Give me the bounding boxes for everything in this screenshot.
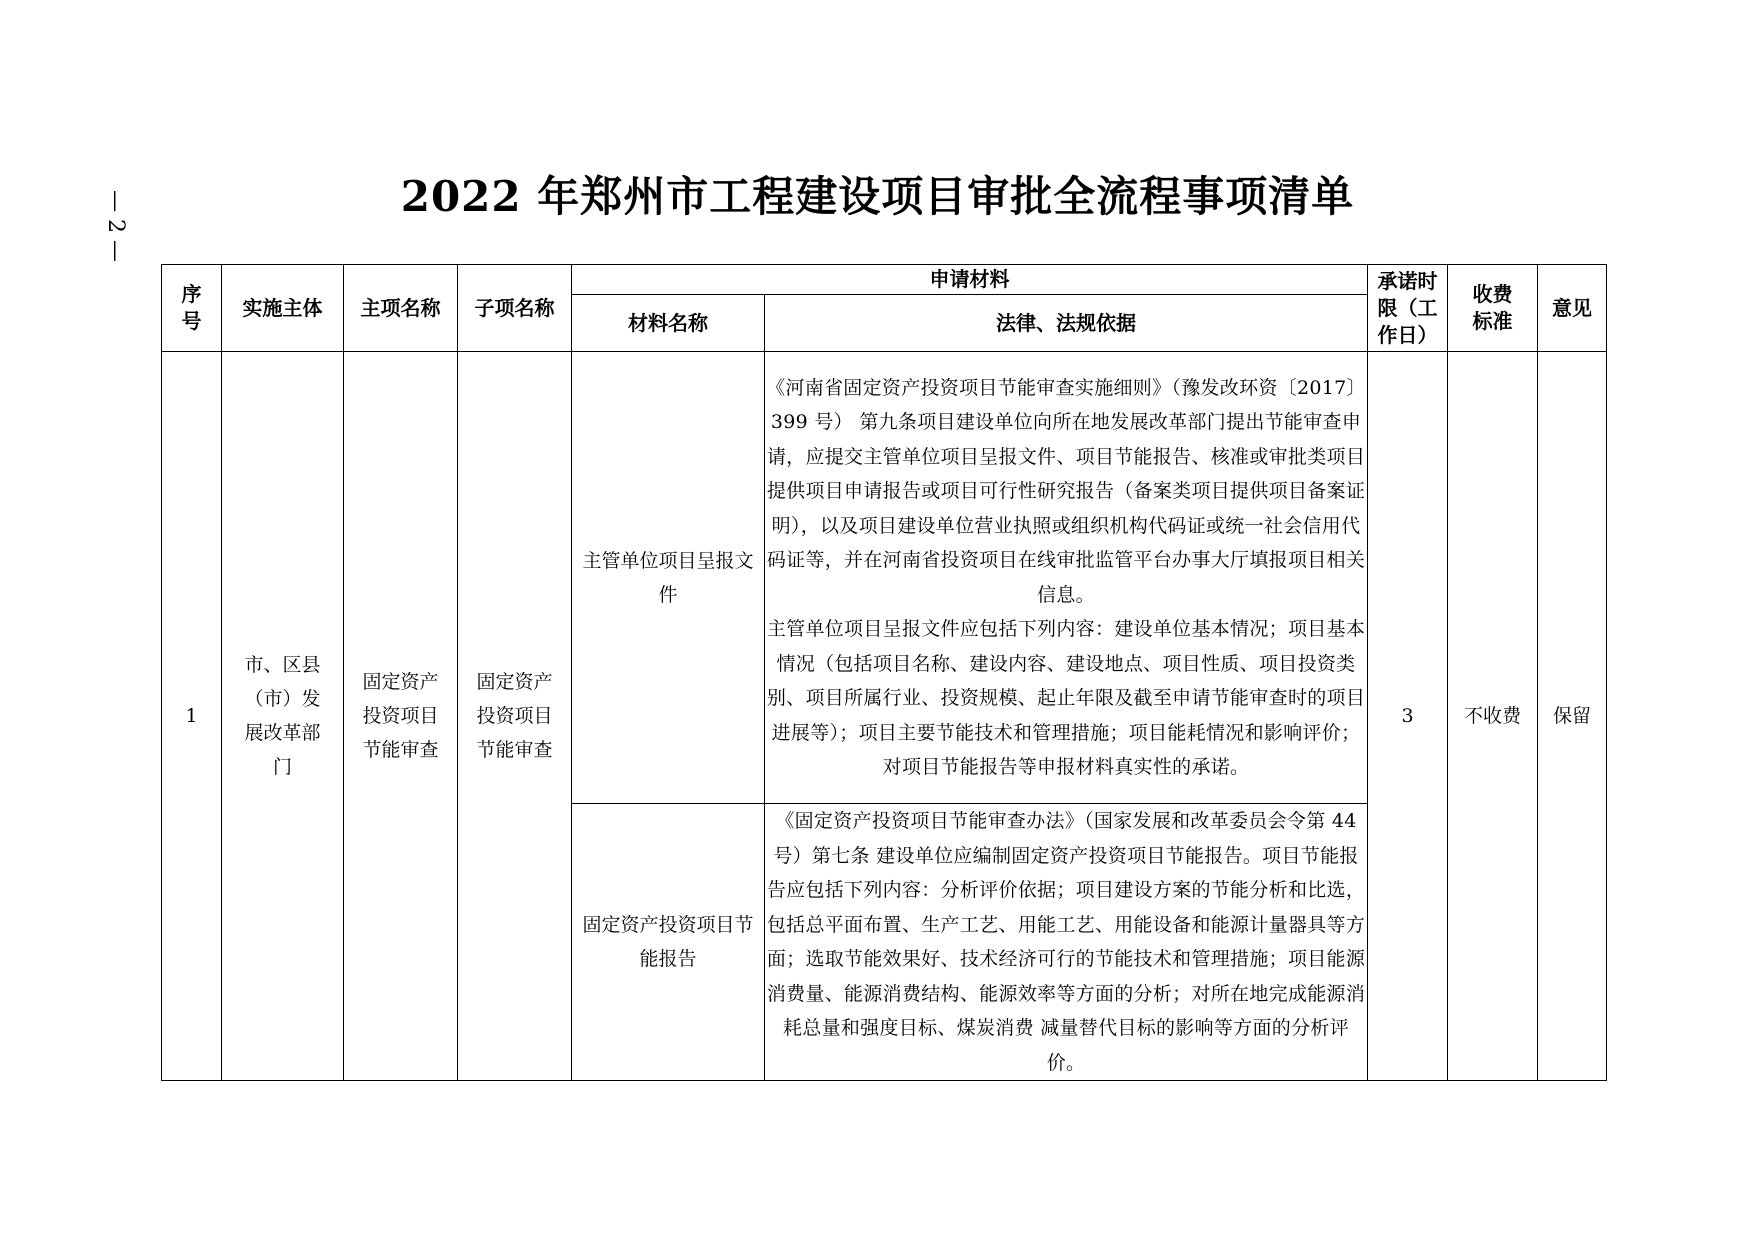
page-number: — 2 —	[103, 190, 128, 262]
legal-basis-paragraph: 《固定资产投资项目节能审查办法》（国家发展和改革委员会令第 44 号）第七条 建设单位应编制固定资产投资项目节能报告。项目节能报告应包括下列内容：分析评价依据；项目建设方案的节能分析和比选，包括总平面布置、生产工艺、用能工艺、用能设备和能源计量器具等方面；选取节能效果好、技术经济可行的节能技术和管理措施；项目能源消费量、能源消费结构、能源效率等方面的分析；对所在地完成能源消耗总量和强度目标、煤炭消费 减量替代目标的影响等方面的分析评价。	[766, 810, 1366, 1074]
page-title: 2022 年郑州市工程建设项目审批全流程事项清单	[400, 172, 1355, 221]
cell-main-item: 固定资产投资项目节能审查	[344, 352, 458, 1081]
cell-time-limit: 3	[1368, 352, 1448, 1081]
header-implementing-body: 实施主体	[222, 265, 344, 352]
approval-items-table	[161, 264, 1607, 1081]
header-opinion: 意见	[1538, 265, 1607, 352]
cell-opinion: 保留	[1538, 352, 1607, 1081]
header-application-materials: 申请材料	[572, 265, 1368, 295]
table-header	[162, 265, 1607, 352]
cell-legal-basis	[765, 804, 1368, 1081]
cell-material-name: 固定资产投资项目节能报告	[572, 804, 765, 1081]
header-sub-item: 子项名称	[458, 265, 572, 352]
legal-basis-paragraph: 《河南省固定资产投资项目节能审查实施细则》（豫发改环资〔2017〕399 号） 第九条项目建设单位向所在地发展改革部门提出节能审查申请，应提交主管单位项目呈报文件、项目节能报告、核准或审批类项目提供项目申请报告或项目可行性研究报告（备案类项目提供项目备案证明），以及项目建设单位营业执照或组织机构代码证或统一社会信用代码证等，并在河南省投资项目在线审批监管平台办事大厅填报项目相关信息。	[766, 376, 1366, 606]
header-main-item: 主项名称	[344, 265, 458, 352]
table-row	[162, 352, 1607, 804]
cell-implementing-body: 市、区县（市）发展改革部门	[222, 352, 344, 1081]
header-fee: 收费标准	[1448, 265, 1538, 352]
cell-material-name: 主管单位项目呈报文件	[572, 352, 765, 804]
header-legal-basis: 法律、法规依据	[765, 295, 1368, 352]
header-seq: 序号	[162, 265, 222, 352]
header-material-name: 材料名称	[572, 295, 765, 352]
header-time-limit: 承诺时限（工作日）	[1368, 265, 1448, 352]
legal-basis-paragraph: 主管单位项目呈报文件应包括下列内容：建设单位基本情况；项目基本情况（包括项目名称、建设内容、建设地点、项目性质、项目投资类别、项目所属行业、投资规模、起止年限及截至申请节能审查时的项目进展等）；项目主要节能技术和管理措施；项目能耗情况和影响评价；对项目节能报告等申报材料真实性的承诺。	[766, 618, 1366, 778]
cell-sub-item: 固定资产投资项目节能审查	[458, 352, 572, 1081]
cell-fee: 不收费	[1448, 352, 1538, 1081]
cell-seq: 1	[162, 352, 222, 1081]
cell-legal-basis	[765, 352, 1368, 804]
